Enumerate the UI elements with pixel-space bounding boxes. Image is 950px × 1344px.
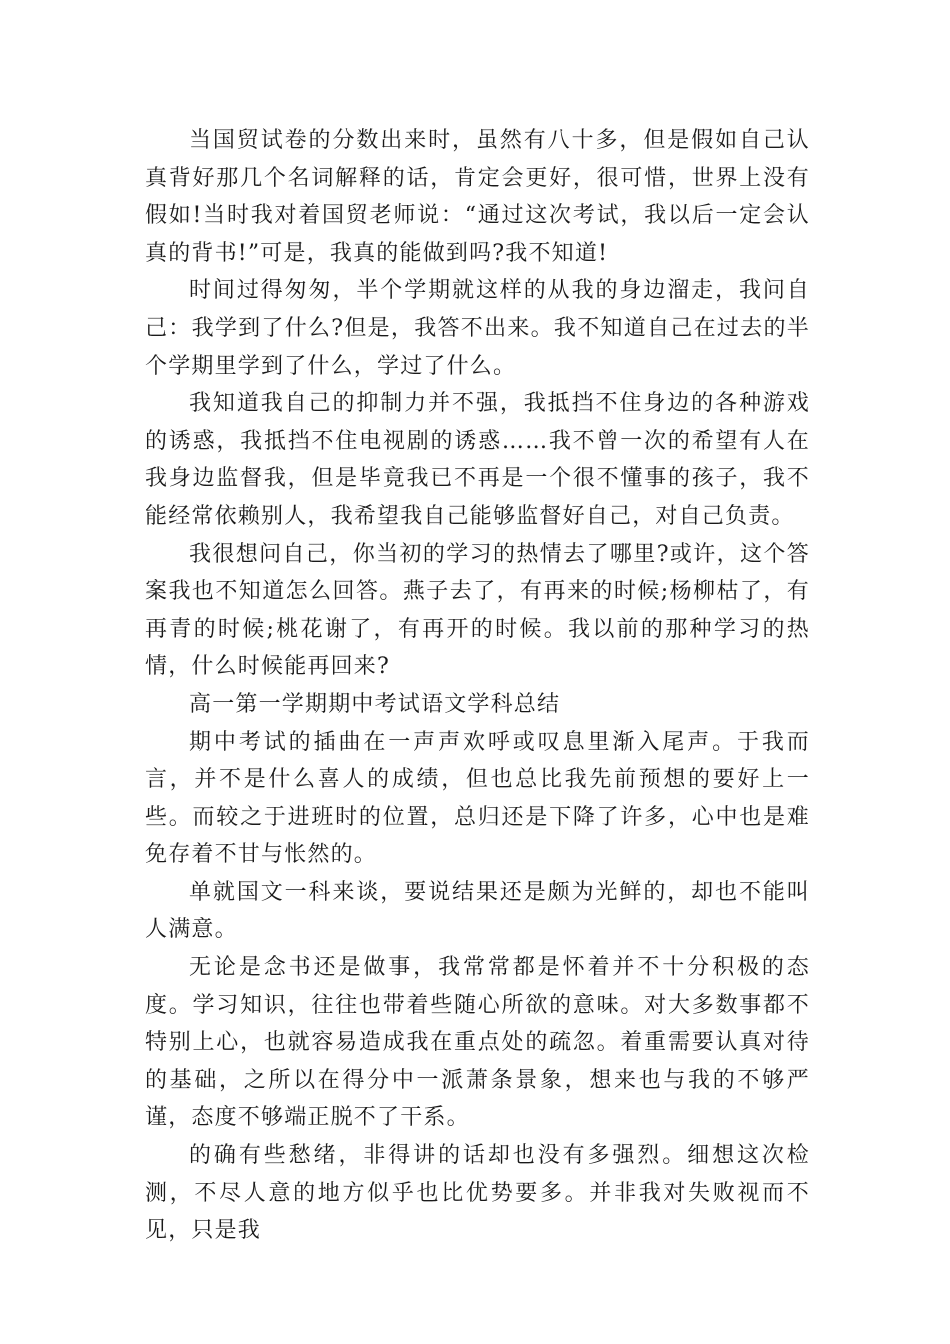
paragraph-half-semester: 时间过得匆匆，半个学期就这样的从我的身边溜走，我问自己：我学到了什么?但是，我答不出来。我不知道自己在过去的半个学期里学到了什么，学过了什么。	[145, 278, 810, 379]
document-page	[145, 122, 810, 1250]
paragraph-chinese-subject: 单就国文一科来谈，要说结果还是颇为光鲜的，却也不能叫人满意。	[145, 879, 810, 943]
paragraph-self-control: 我知道我自己的抑制力并不强，我抵挡不住身边的各种游戏的诱惑，我抵挡不住电视剧的诱惑……我不曾一次的希望有人在我身边监督我，但是毕竟我已不再是一个很不懂事的孩子，我不能经常依赖别人，我希望我自己能够监督好自己，对自己负责。	[145, 391, 810, 529]
paragraph-worries: 的确有些愁绪，非得讲的话却也没有多强烈。细想这次检测，不尽人意的地方似乎也比优势要多。并非我对失败视而不见，只是我	[145, 1143, 810, 1244]
section-heading: 高一第一学期期中考试语文学科总结	[189, 691, 561, 717]
paragraph-enthusiasm: 我很想问自己，你当初的学习的热情去了哪里?或许，这个答案我也不知道怎么回答。燕子去了，有再来的时候;杨柳枯了，有再青的时候;桃花谢了，有再开的时候。我以前的那种学习的热情，什么时候能再回来?	[145, 541, 810, 680]
paragraph-attitude: 无论是念书还是做事，我常常都是怀着并不十分积极的态度。学习知识，往往也带着些随心所欲的意味。对大多数事都不特别上心，也就容易造成我在重点处的疏忽。着重需要认真对待的基础，之所以在得分中一派萧条景象，想来也与我的不够严谨，态度不够端正脱不了干系。	[145, 955, 810, 1131]
paragraph-exam-score: 当国贸试卷的分数出来时，虽然有八十多，但是假如自己认真背好那几个名词解释的话，肯定会更好，很可惜，世界上没有假如!当时我对着国贸老师说：“通过这次考试，我以后一定会认真的背书!”可是，我真的能做到吗?我不知道!	[145, 128, 810, 266]
paragraph-midterm-intro: 期中考试的插曲在一声声欢呼或叹息里渐入尾声。于我而言，并不是什么喜人的成绩，但也总比我先前预想的要好上一些。而较之于进班时的位置，总归还是下降了许多，心中也是难免存着不甘与怅然的。	[145, 729, 810, 868]
